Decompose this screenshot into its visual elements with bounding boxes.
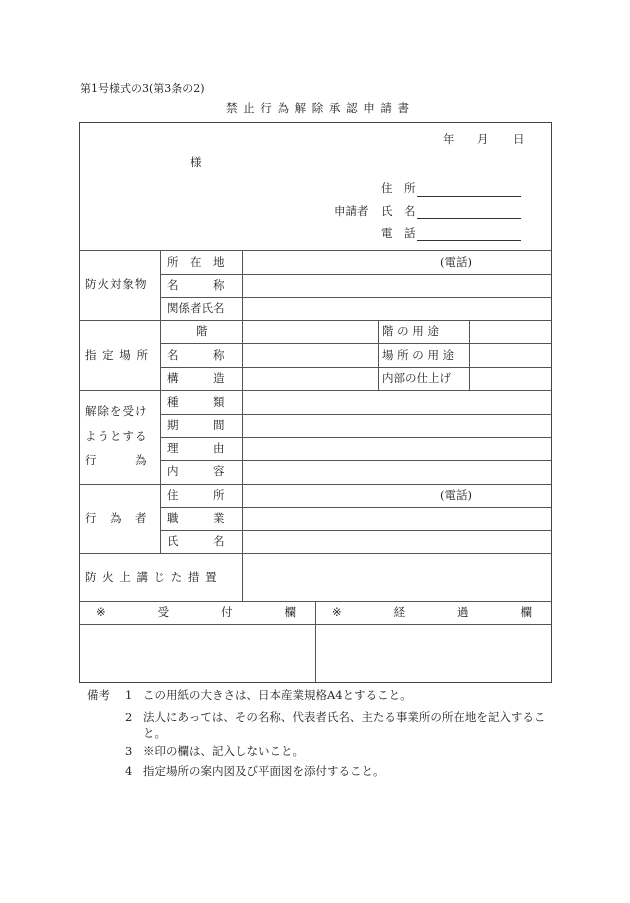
act-kind-label: 種 類	[167, 395, 225, 409]
receipt-char-3: 欄	[284, 605, 296, 619]
note-2-text: 法人にあっては、その名称、代表者氏名、主たる事業所の所在地を記入するこ	[143, 710, 546, 724]
act-content-label: 内 容	[167, 464, 225, 478]
form-title: 禁 止 行 為 解 除 承 認 申 請 書	[226, 101, 411, 115]
target-section-label: 防火対象物	[85, 277, 148, 291]
note-1-num: 1	[125, 688, 133, 702]
form-number: 第1号様式の3(第3条の2)	[80, 82, 205, 95]
notes-label: 備考	[87, 688, 110, 702]
actor-phone-note: (電話)	[440, 488, 472, 502]
progress-mark: ※	[332, 605, 342, 619]
note-2-num: 2	[125, 710, 133, 724]
actor-name-label: 氏 名	[167, 534, 225, 548]
progress-char-1: 経	[393, 605, 406, 619]
note-3-num: 3	[125, 744, 133, 758]
act-reason-label: 理 由	[167, 441, 225, 455]
receipt-mark: ※	[96, 605, 106, 619]
place-floor-label: 階	[196, 324, 208, 338]
progress-header	[332, 607, 532, 619]
place-floor-use-label: 階 の 用 途	[382, 324, 439, 338]
receipt-header	[96, 607, 296, 619]
target-location-label: 所 在 地	[167, 255, 225, 269]
place-use-label: 場 所 の 用 途	[382, 348, 455, 362]
measures-label: 防 火 上 講 じ た 措 置	[85, 570, 218, 584]
act-section-line3: 行 為	[85, 453, 148, 467]
year-label: 年	[443, 132, 455, 146]
actor-address-label: 住 所	[167, 488, 225, 502]
act-period-label: 期 間	[167, 418, 225, 432]
actor-job-label: 職 業	[167, 511, 225, 525]
note-4-text: 指定場所の案内図及び平面図を添付すること。	[143, 764, 385, 778]
place-structure-label: 構 造	[167, 371, 225, 385]
form-frame	[79, 122, 552, 683]
target-name-label: 名 称	[167, 278, 225, 292]
addressee-suffix: 様	[190, 155, 202, 169]
act-section-line1: 解除を受け	[85, 404, 148, 418]
act-section-line2: ようとする	[85, 429, 148, 443]
actor-section-label: 行 為 者	[85, 511, 148, 525]
place-interior-label: 内部の仕上げ	[382, 371, 451, 385]
place-section-label: 指 定 場 所	[85, 348, 149, 362]
applicant-phone-line[interactable]	[417, 240, 521, 241]
note-2-cont: と。	[143, 726, 166, 740]
applicant-address-line[interactable]	[417, 196, 521, 197]
receipt-char-1: 受	[157, 605, 170, 619]
day-label: 日	[513, 132, 525, 146]
note-3-text: ※印の欄は、記入しないこと。	[143, 744, 304, 758]
applicant-phone-label: 電 話	[381, 226, 416, 240]
target-owner-label: 関係者氏名	[167, 301, 225, 315]
progress-char-2: 過	[457, 605, 469, 619]
receipt-char-2: 付	[221, 605, 233, 619]
note-4-num: 4	[125, 764, 133, 778]
target-phone-note: (電話)	[440, 255, 472, 269]
place-name-label: 名 称	[167, 348, 225, 362]
note-1-text: この用紙の大きさは、日本産業規格A4とすること。	[143, 688, 412, 702]
applicant-address-label: 住 所	[381, 181, 416, 195]
progress-char-3: 欄	[520, 605, 532, 619]
month-label: 月	[477, 132, 489, 146]
applicant-name-line[interactable]	[417, 218, 521, 219]
applicant-label: 申請者	[334, 204, 369, 218]
applicant-name-label: 氏 名	[381, 204, 416, 218]
